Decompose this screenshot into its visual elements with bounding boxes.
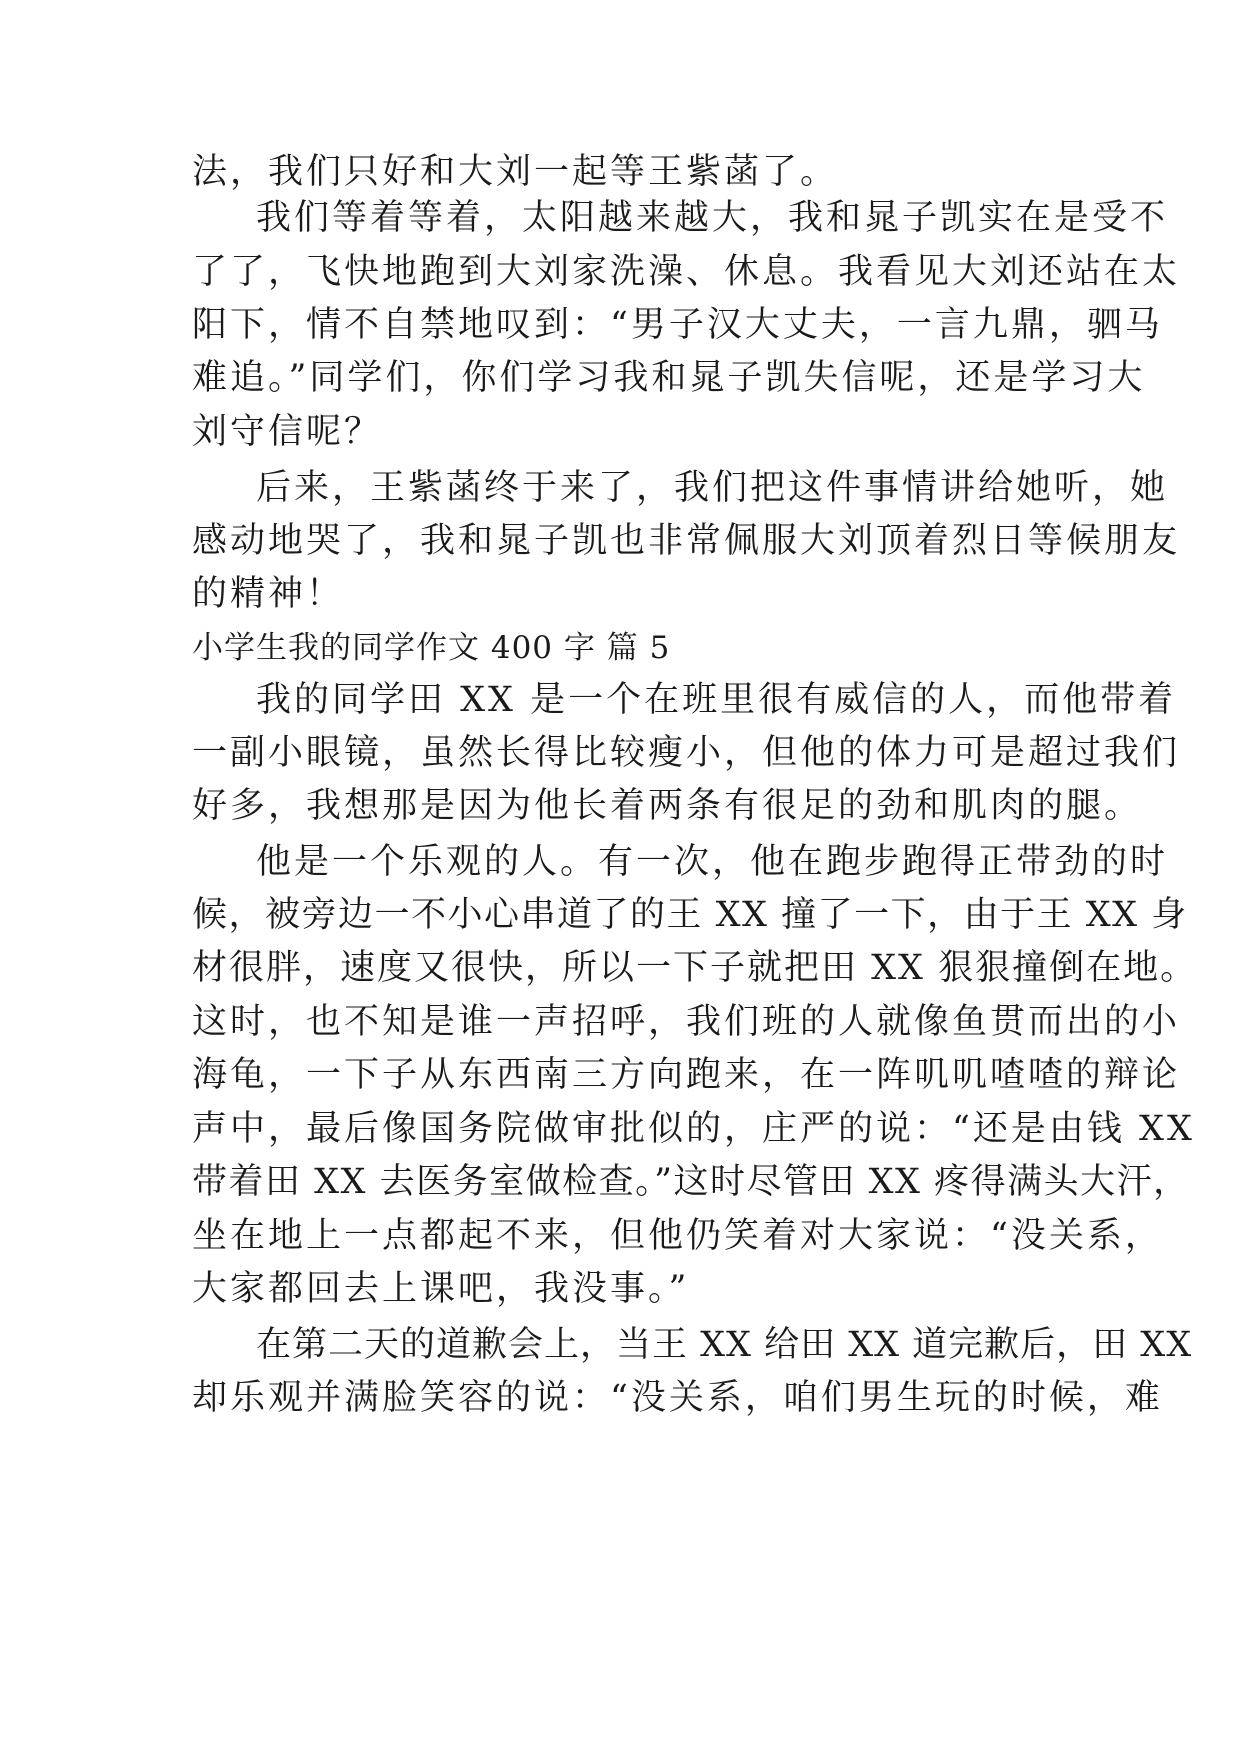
text-line: 大家都回去上课吧，我没事。” (192, 1269, 690, 1309)
text-line: 感动地哭了，我和晁子凯也非常佩服大刘顶着烈日等候朋友 (192, 521, 1181, 561)
paragraph-start-line: 我的同学田 XX 是一个在班里很有威信的人，而他带着 (256, 680, 1177, 720)
text-line: 这时，也不知是谁一声招呼，我们班的人就像鱼贯而出的小 (192, 1002, 1181, 1042)
paragraph-start-line: 我们等着等着，太阳越来越大，我和晁子凯实在是受不 (256, 198, 1169, 238)
section-heading: 小学生我的同学作文 400 字 篇 5 (192, 630, 671, 666)
text-line: 声中，最后像国务院做审批似的，庄严的说：“还是由钱 XX (192, 1109, 1195, 1149)
text-line: 材很胖，速度又很快，所以一下子就把田 XX 狠狠撞倒在地。 (192, 948, 1198, 988)
text-line: 好多，我想那是因为他长着两条有很足的劲和肌肉的腿。 (192, 786, 1143, 826)
text-line: 海龟，一下子从东西南三方向跑来，在一阵叽叽喳喳的辩论 (192, 1055, 1181, 1095)
paragraph-start-line: 后来，王紫菡终于来了，我们把这件事情讲给她听，她 (256, 468, 1169, 508)
text-line: 了了，飞快地跑到大刘家洗澡、休息。我看见大刘还站在太 (192, 252, 1181, 292)
text-line: 刘守信呢？ (192, 412, 383, 452)
text-line: 的精神！ (192, 574, 345, 614)
text-line: 一副小眼镜，虽然长得比较瘦小，但他的体力可是超过我们 (192, 733, 1181, 773)
text-line: 带着田 XX 去医务室做检查。”这时尽管田 XX 疼得满头大汗， (192, 1162, 1190, 1202)
text-line: 难追。”同学们，你们学习我和晁子凯失信呢，还是学习大 (192, 358, 1146, 398)
paragraph-start-line: 他是一个乐观的人。有一次，他在跑步跑得正带劲的时 (256, 842, 1169, 882)
text-line: 法，我们只好和大刘一起等王紫菡了。 (192, 152, 839, 192)
text-line: 坐在地上一点都起不来，但他仍笑着对大家说：“没关系， (192, 1216, 1163, 1256)
text-line: 却乐观并满脸笑容的说：“没关系，咱们男生玩的时候，难 (192, 1378, 1163, 1418)
paragraph-start-line: 在第二天的道歉会上，当王 XX 给田 XX 道完歉后，田 XX (256, 1325, 1193, 1365)
text-line: 候，被旁边一不小心串道了的王 XX 撞了一下，由于王 XX 身 (192, 895, 1188, 935)
text-line: 阳下，情不自禁地叹到：“男子汉大丈夫，一言九鼎，驷马 (192, 305, 1163, 345)
